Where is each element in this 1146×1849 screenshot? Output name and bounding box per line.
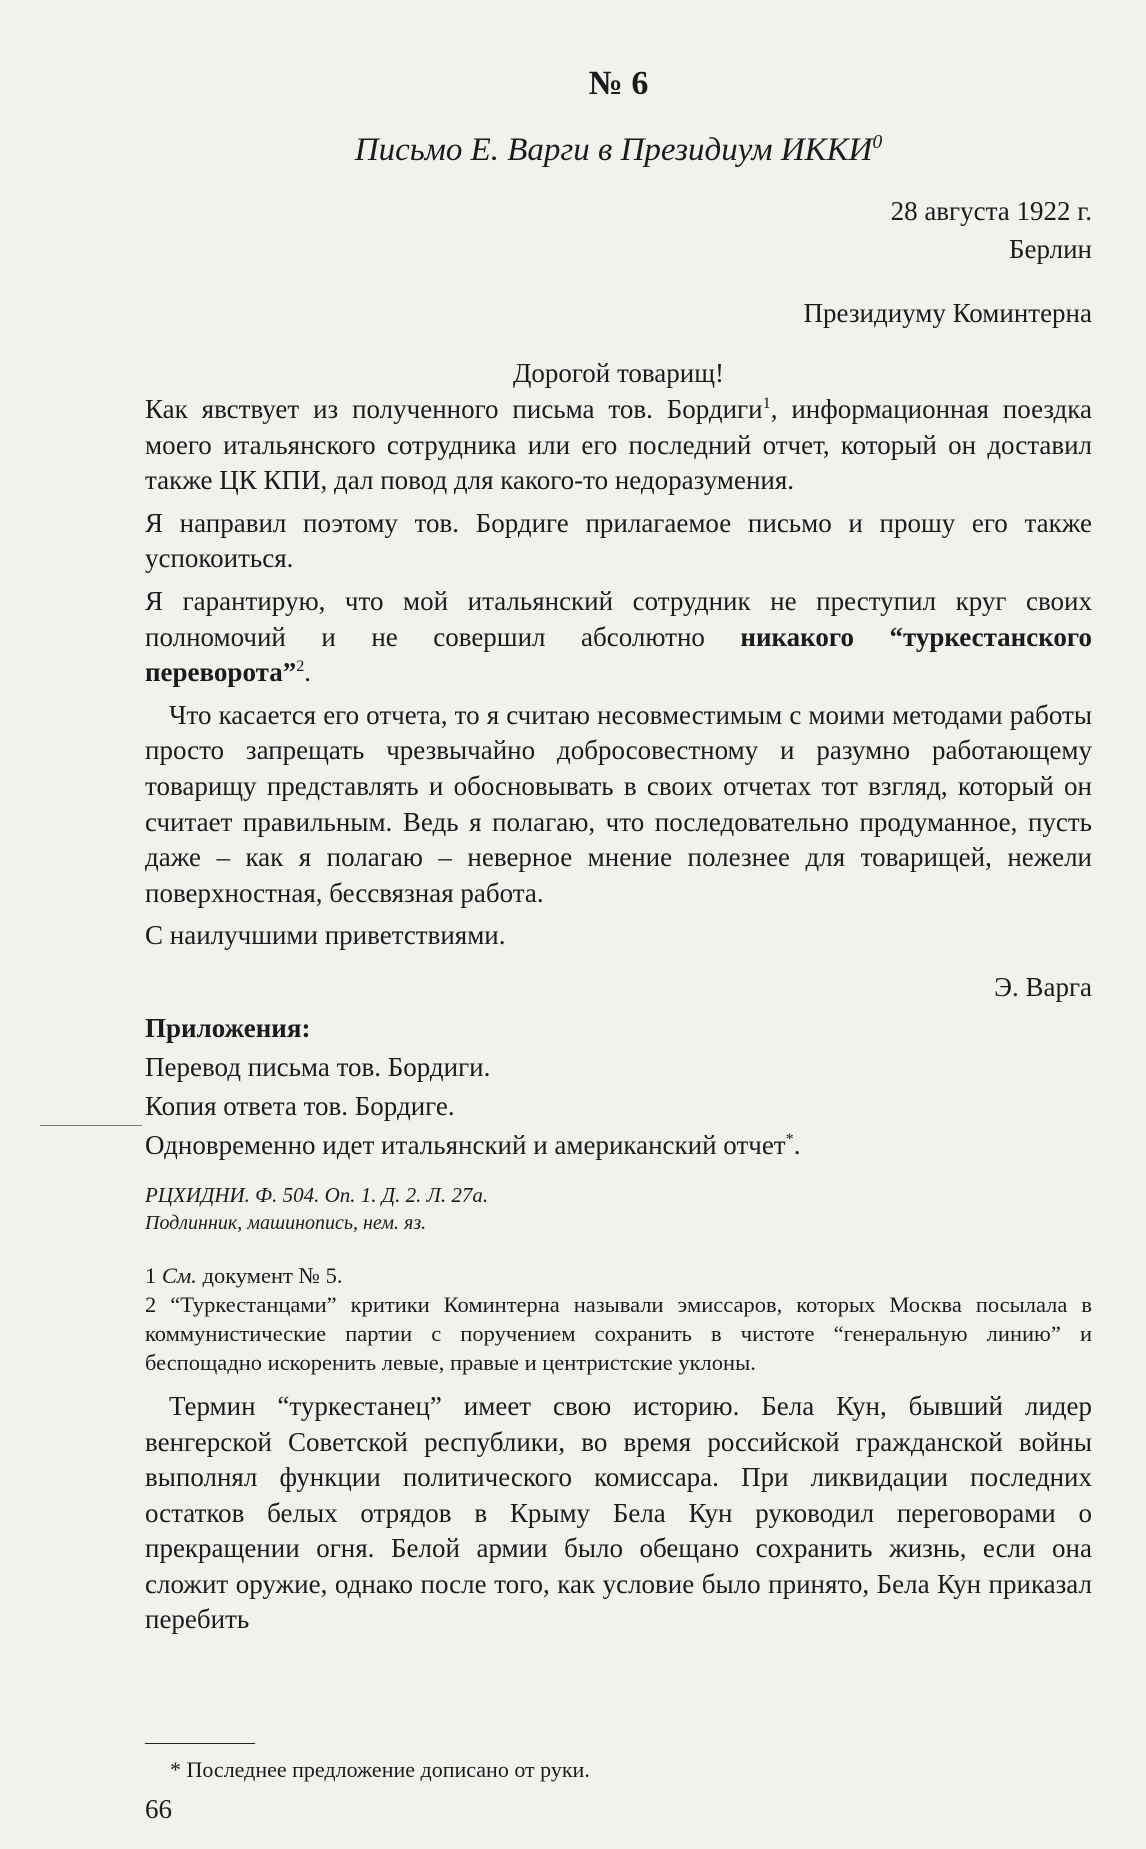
signature: Э. Варга	[994, 971, 1092, 1002]
appendix-item-3-end: .	[793, 1129, 801, 1160]
paragraph-3	[145, 584, 1092, 691]
archive-reference: РЦХИДНИ. Ф. 504. Оп. 1. Д. 2. Л. 27а.	[145, 1182, 489, 1207]
paragraph-2: Я направил поэтому тов. Бордиге прилагаемое письмо и прошу его также успокоиться.	[145, 507, 1092, 574]
appendix-item-2: Копия ответа тов. Бордиге.	[145, 1090, 455, 1121]
letter-addressee: Президиуму Коминтерна	[803, 298, 1092, 328]
asterisk-ref: *	[785, 1129, 794, 1148]
appendix-title: Приложения:	[145, 1012, 311, 1043]
document-content	[145, 62, 1092, 1638]
closing: С наилучшими приветствиями.	[145, 920, 506, 951]
note-1	[145, 1261, 1092, 1290]
letter-date: 28 августа 1922 г.	[890, 196, 1092, 226]
page-number: 66	[145, 1794, 172, 1824]
note-2: 2 “Туркестанцами” критики Коминтерна называли эмиссаров, которых Москва посылала в коммунистические партии с поручением сохранить в чистоте “генеральную линию” и беспощадно искоренить левые, правые и центристские уклоны.	[145, 1291, 1092, 1375]
appendix-item-3-text: Одновременно идет итальянский и американский отчет	[145, 1129, 786, 1160]
paragraph-1-text-b: , информационная поездка моего итальянского сотрудника или его последний отчет, который он доставил также ЦК КПИ, дал повод для какого-то недоразумения.	[145, 394, 1092, 496]
footnote: * Последнее предложение дописано от руки.	[170, 1757, 590, 1782]
letter-greeting: Дорогой товарищ!	[512, 358, 725, 388]
note-1-see: См.	[161, 1262, 197, 1288]
note-1-text: документ № 5.	[196, 1262, 343, 1288]
footnote-rule	[145, 1743, 255, 1744]
document-title-text: Письмо Е. Варги в Президиум ИККИ	[354, 132, 873, 168]
letter-place: Берлин	[1008, 234, 1092, 264]
footnote-ref-2: 2	[296, 657, 305, 676]
margin-mark	[40, 1125, 142, 1126]
document-number: № 6	[588, 65, 649, 102]
appendix-item-1: Перевод письма тов. Бордиги.	[145, 1051, 491, 1082]
appendix-item-3	[145, 1127, 1092, 1163]
footnote-ref-1: 1	[762, 394, 771, 412]
document-title	[145, 128, 1092, 172]
archive-description: Подлинник, машинопись, нем. яз.	[145, 1211, 427, 1234]
paragraph-3-bold: никакого “туркестанского переворота”	[145, 621, 1092, 688]
paragraph-3-text-c: .	[304, 657, 312, 688]
paragraph-4: Что касается его отчета, то я считаю несовместимым с моими методами работы просто запрещать чрезвычайно добросовестному и разумно работающему товарищу представлять и обосновывать в своих отчетах тот взгляд, который он считает правильным. Ведь я полагаю, что последовательно продуманное, пусть даже – как я полагаю – неверное мнение полезнее для товарищей, нежели поверхностная, бессвязная работа.	[145, 699, 1092, 908]
paragraph-1-text-a: Как явствует из полученного письма тов. Бордиги	[145, 394, 763, 424]
title-note-mark: 0	[872, 131, 883, 153]
note-1-number: 1	[145, 1262, 157, 1288]
paragraph-1	[145, 392, 1092, 499]
paragraph-turkestan: Термин “туркестанец” имеет свою историю. Бела Кун, бывший лидер венгерской Советской республики, во время российской гражданской войны выполнял функции политического комиссара. При ликвидации последних остатков белых отрядов в Крыму Бела Кун руководил переговорами о прекращении огня. Белой армии было обещано сохранить жизнь, если она сложит оружие, однако после того, как условие было принято, Бела Кун приказал перебить	[145, 1390, 1092, 1635]
paragraph-3-text-a: Я гарантирую, что мой итальянский сотрудник не преступил круг своих полномочий и не совершил абсолютно	[145, 585, 1092, 652]
